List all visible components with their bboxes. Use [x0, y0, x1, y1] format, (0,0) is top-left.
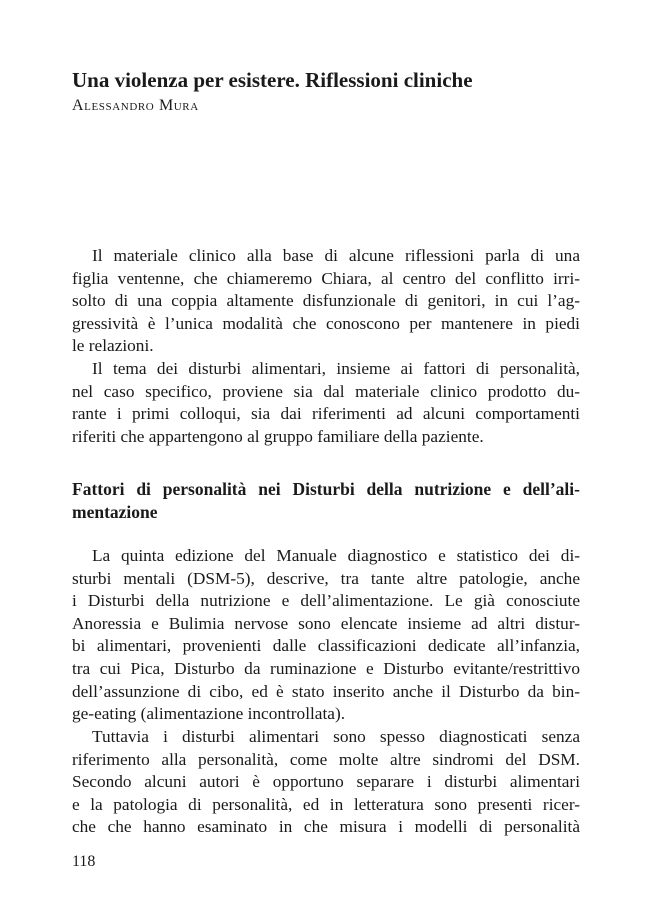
section-heading	[72, 478, 580, 523]
text-line: gressività è l’unica modalità che conoscono per mantenere in piedi	[72, 313, 580, 333]
text-line: bi alimentari, provenienti dalle classificazioni dedicate all’infanzia,	[72, 636, 580, 656]
text-line: Il materiale clinico alla base di alcune riflessioni parla di una	[92, 246, 580, 265]
body-paragraph-1	[72, 545, 580, 726]
text-line: ge-eating (alimentazione incontrollata).	[72, 704, 346, 724]
page-number: 118	[72, 853, 96, 870]
text-line: le relazioni.	[72, 336, 154, 356]
text-line: Il tema dei disturbi alimentari, insieme ai fattori di personalità,	[92, 359, 580, 378]
text-line: che che hanno esaminato in che misura i modelli di personalità	[72, 817, 580, 837]
intro-paragraph-1	[72, 245, 580, 358]
text-line: Secondo alcuni autori è opportuno separare i disturbi alimentari	[72, 772, 580, 792]
intro-paragraph-2	[72, 358, 580, 448]
text-line: e la patologia di personalità, ed in letteratura sono presenti ricer-	[72, 794, 580, 814]
section-heading-line: Fattori di personalità nei Disturbi della nutrizione e dell’ali-	[72, 479, 580, 499]
text-line: sturbi mentali (DSM-5), descrive, tra tante altre patologie, anche	[72, 568, 580, 588]
text-line: Tuttavia i disturbi alimentari sono spesso diagnosticati senza	[92, 727, 580, 746]
text-line: Anoressia e Bulimia nervose sono elencate insieme ad altri distur-	[72, 613, 580, 633]
text-line: nel caso specifico, proviene sia dal materiale clinico prodotto du-	[72, 381, 580, 401]
text-line: La quinta edizione del Manuale diagnostico e statistico dei di-	[92, 546, 580, 565]
text-line: rante i primi colloqui, sia dai riferimenti ad alcuni comportamenti	[72, 404, 580, 424]
article-title: Una violenza per esistere. Riflessioni cliniche	[72, 68, 473, 92]
text-line: solto di una coppia altamente disfunzionale di genitori, in cui l’ag-	[72, 291, 580, 311]
body-paragraph-2	[72, 726, 580, 839]
text-line: riferiti che appartengono al gruppo familiare della paziente.	[72, 426, 484, 446]
text-line: dell’assunzione di cibo, ed è stato inserito anche il Disturbo da bin-	[72, 681, 580, 701]
article-author: Alessandro Mura	[72, 97, 199, 114]
text-line: figlia ventenne, che chiameremo Chiara, al centro del conflitto irri-	[72, 268, 580, 288]
text-line: riferimento alla personalità, come molte altre sindromi del DSM.	[72, 749, 580, 769]
section-heading-line: mentazione	[72, 501, 158, 522]
text-line: i Disturbi della nutrizione e dell’alimentazione. Le già conosciute	[72, 591, 580, 611]
text-line: tra cui Pica, Disturbo da ruminazione e Disturbo evitante/restrittivo	[72, 658, 580, 678]
